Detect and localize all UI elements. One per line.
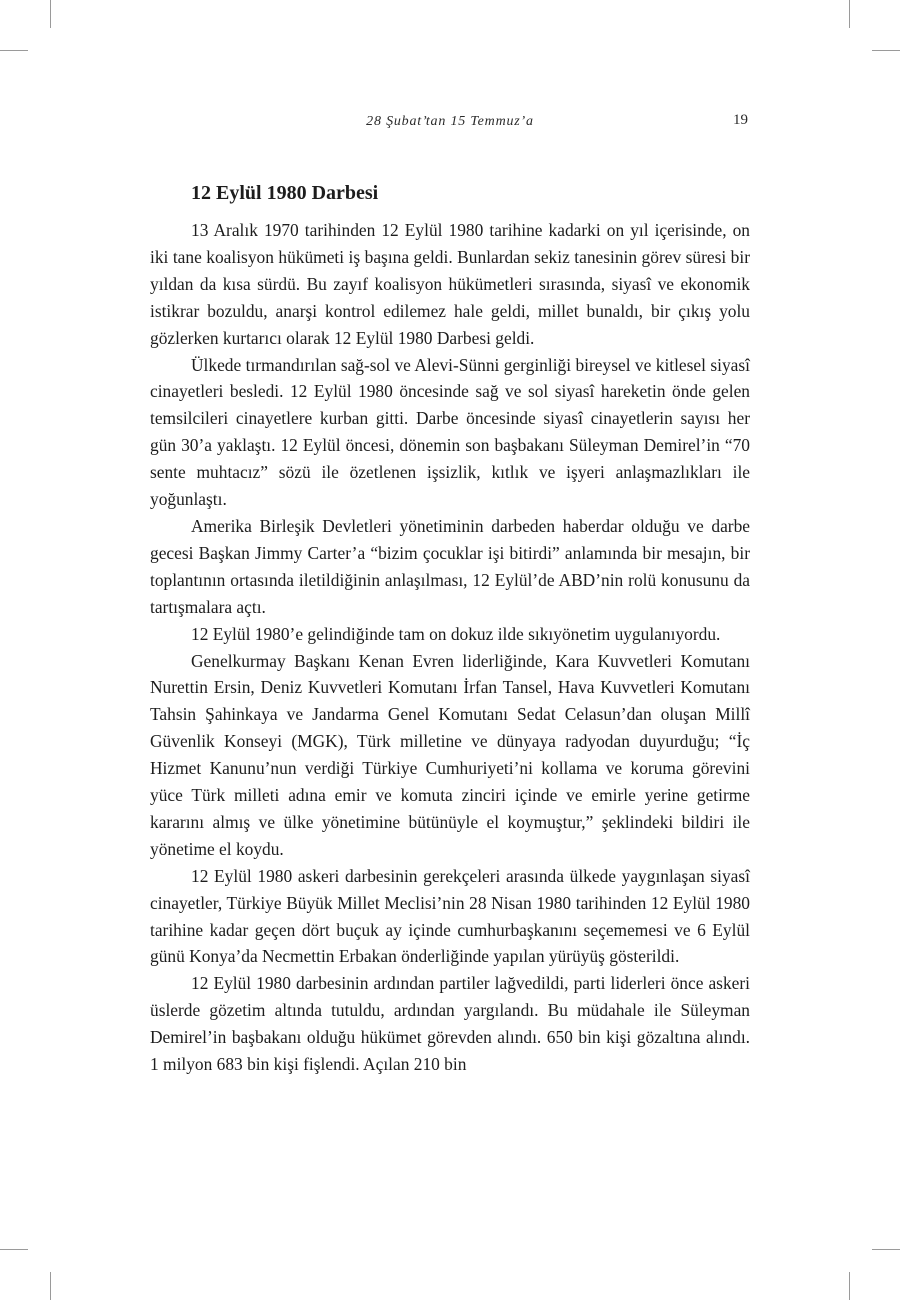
paragraph: 12 Eylül 1980’e gelindiğinde tam on dokuz ilde sıkıyönetim uygulanıyordu. <box>191 623 721 644</box>
crop-mark <box>849 0 850 28</box>
crop-mark <box>50 1272 51 1300</box>
crop-mark <box>872 50 900 51</box>
paragraph: Genelkurmay Başkanı Kenan Evren liderliğinde, Kara Kuvvetleri Komutanı Nurettin Ersin, Deniz Kuvvetleri Komutanı İrfan Tansel, Hava Kuvvetleri Komutanı Tahsin Şahinkaya ve Jandarma Genel Komutanı Sedat Celasun’dan oluşan Millî Güvenlik Konseyi (MGK), Türk milletine ve dünyaya radyodan duyurduğu; “İç Hizmet Kanunu’nun verdiği Türkiye Cumhuriyeti’ni kollama ve koruma görevini yüce Türk milleti adına emir ve komuta zinciri içinde ve emirle yerine getirme kararını almış ve ülke yönetimine bütünüyle el koymuştur,” şeklindeki bildiri ile yönetime el koydu. <box>150 650 750 859</box>
crop-mark <box>0 1249 28 1250</box>
page-body <box>150 180 750 1078</box>
paragraph: 12 Eylül 1980 darbesinin ardından partiler lağvedildi, parti liderleri önce askeri üslerde gözetim altında tutuldu, ardından yargılandı. Bu müdahale ile Süleyman Demirel’in başbakanı olduğu hükümet görevden alındı. 650 bin kişi gözaltına alındı. 1 milyon 683 bin kişi fişlendi. Açılan 210 bin <box>150 973 750 1075</box>
running-title: 28 Şubat’tan 15 Temmuz’a <box>366 114 534 129</box>
crop-mark <box>50 0 51 28</box>
crop-mark <box>872 1249 900 1250</box>
page-number: 19 <box>733 112 748 128</box>
paragraph: 13 Aralık 1970 tarihinden 12 Eylül 1980 tarihine kadarki on yıl içerisinde, on iki tane koalisyon hükümeti iş başına geldi. Bunlardan sekiz tanesinin görev süresi bir yıldan da kısa sürdü. Bu zayıf koalisyon hükümetleri sırasında, siyasî ve ekonomik istikrar bozuldu, anarşi kontrol edilemez hale geldi, millet bunaldı, bir çıkış yolu gözlerken kurtarıcı olarak 12 Eylül 1980 Darbesi geldi. <box>150 220 750 348</box>
section-title: 12 Eylül 1980 Darbesi <box>191 182 379 204</box>
running-header <box>0 114 900 134</box>
paragraph: Ülkede tırmandırılan sağ-sol ve Alevi-Sünni gerginliği bireysel ve kitlesel siyasî cinayetleri besledi. 12 Eylül 1980 öncesinde sağ ve sol siyasî hareketin önde gelen temsilcileri cinayetlere kurban gitti. Darbe öncesinde siyasî cinayetlerin sayısı her gün 30’a yaklaştı. 12 Eylül öncesi, dönemin son başbakanı Süleyman Demirel’in “70 sente muhtacız” sözü ile özetlenen işsizlik, kıtlık ve işyeri anlaşmazlıkları ile yoğunlaştı. <box>150 354 750 510</box>
crop-mark <box>0 50 28 51</box>
paragraph: Amerika Birleşik Devletleri yönetiminin darbeden haberdar olduğu ve darbe gecesi Başkan Jimmy Carter’a “bizim çocuklar işi bitirdi” anlamında bir mesajın, bir toplantının ortasında iletildiğinin anlaşılması, 12 Eylül’de ABD’nin rolü konusunu da tartışmalara açtı. <box>150 515 750 617</box>
crop-mark <box>849 1272 850 1300</box>
paragraph: 12 Eylül 1980 askeri darbesinin gerekçeleri arasında ülkede yaygınlaşan siyasî cinayetler, Türkiye Büyük Millet Meclisi’nin 28 Nisan 1980 tarihinden 12 Eylül 1980 tarihine kadar geçen dört buçuk ay içinde cumhurbaşkanını seçememesi ve 6 Eylül günü Konya’da Necmettin Erbakan önderliğinde yapılan yürüyüş gösterildi. <box>150 865 750 967</box>
